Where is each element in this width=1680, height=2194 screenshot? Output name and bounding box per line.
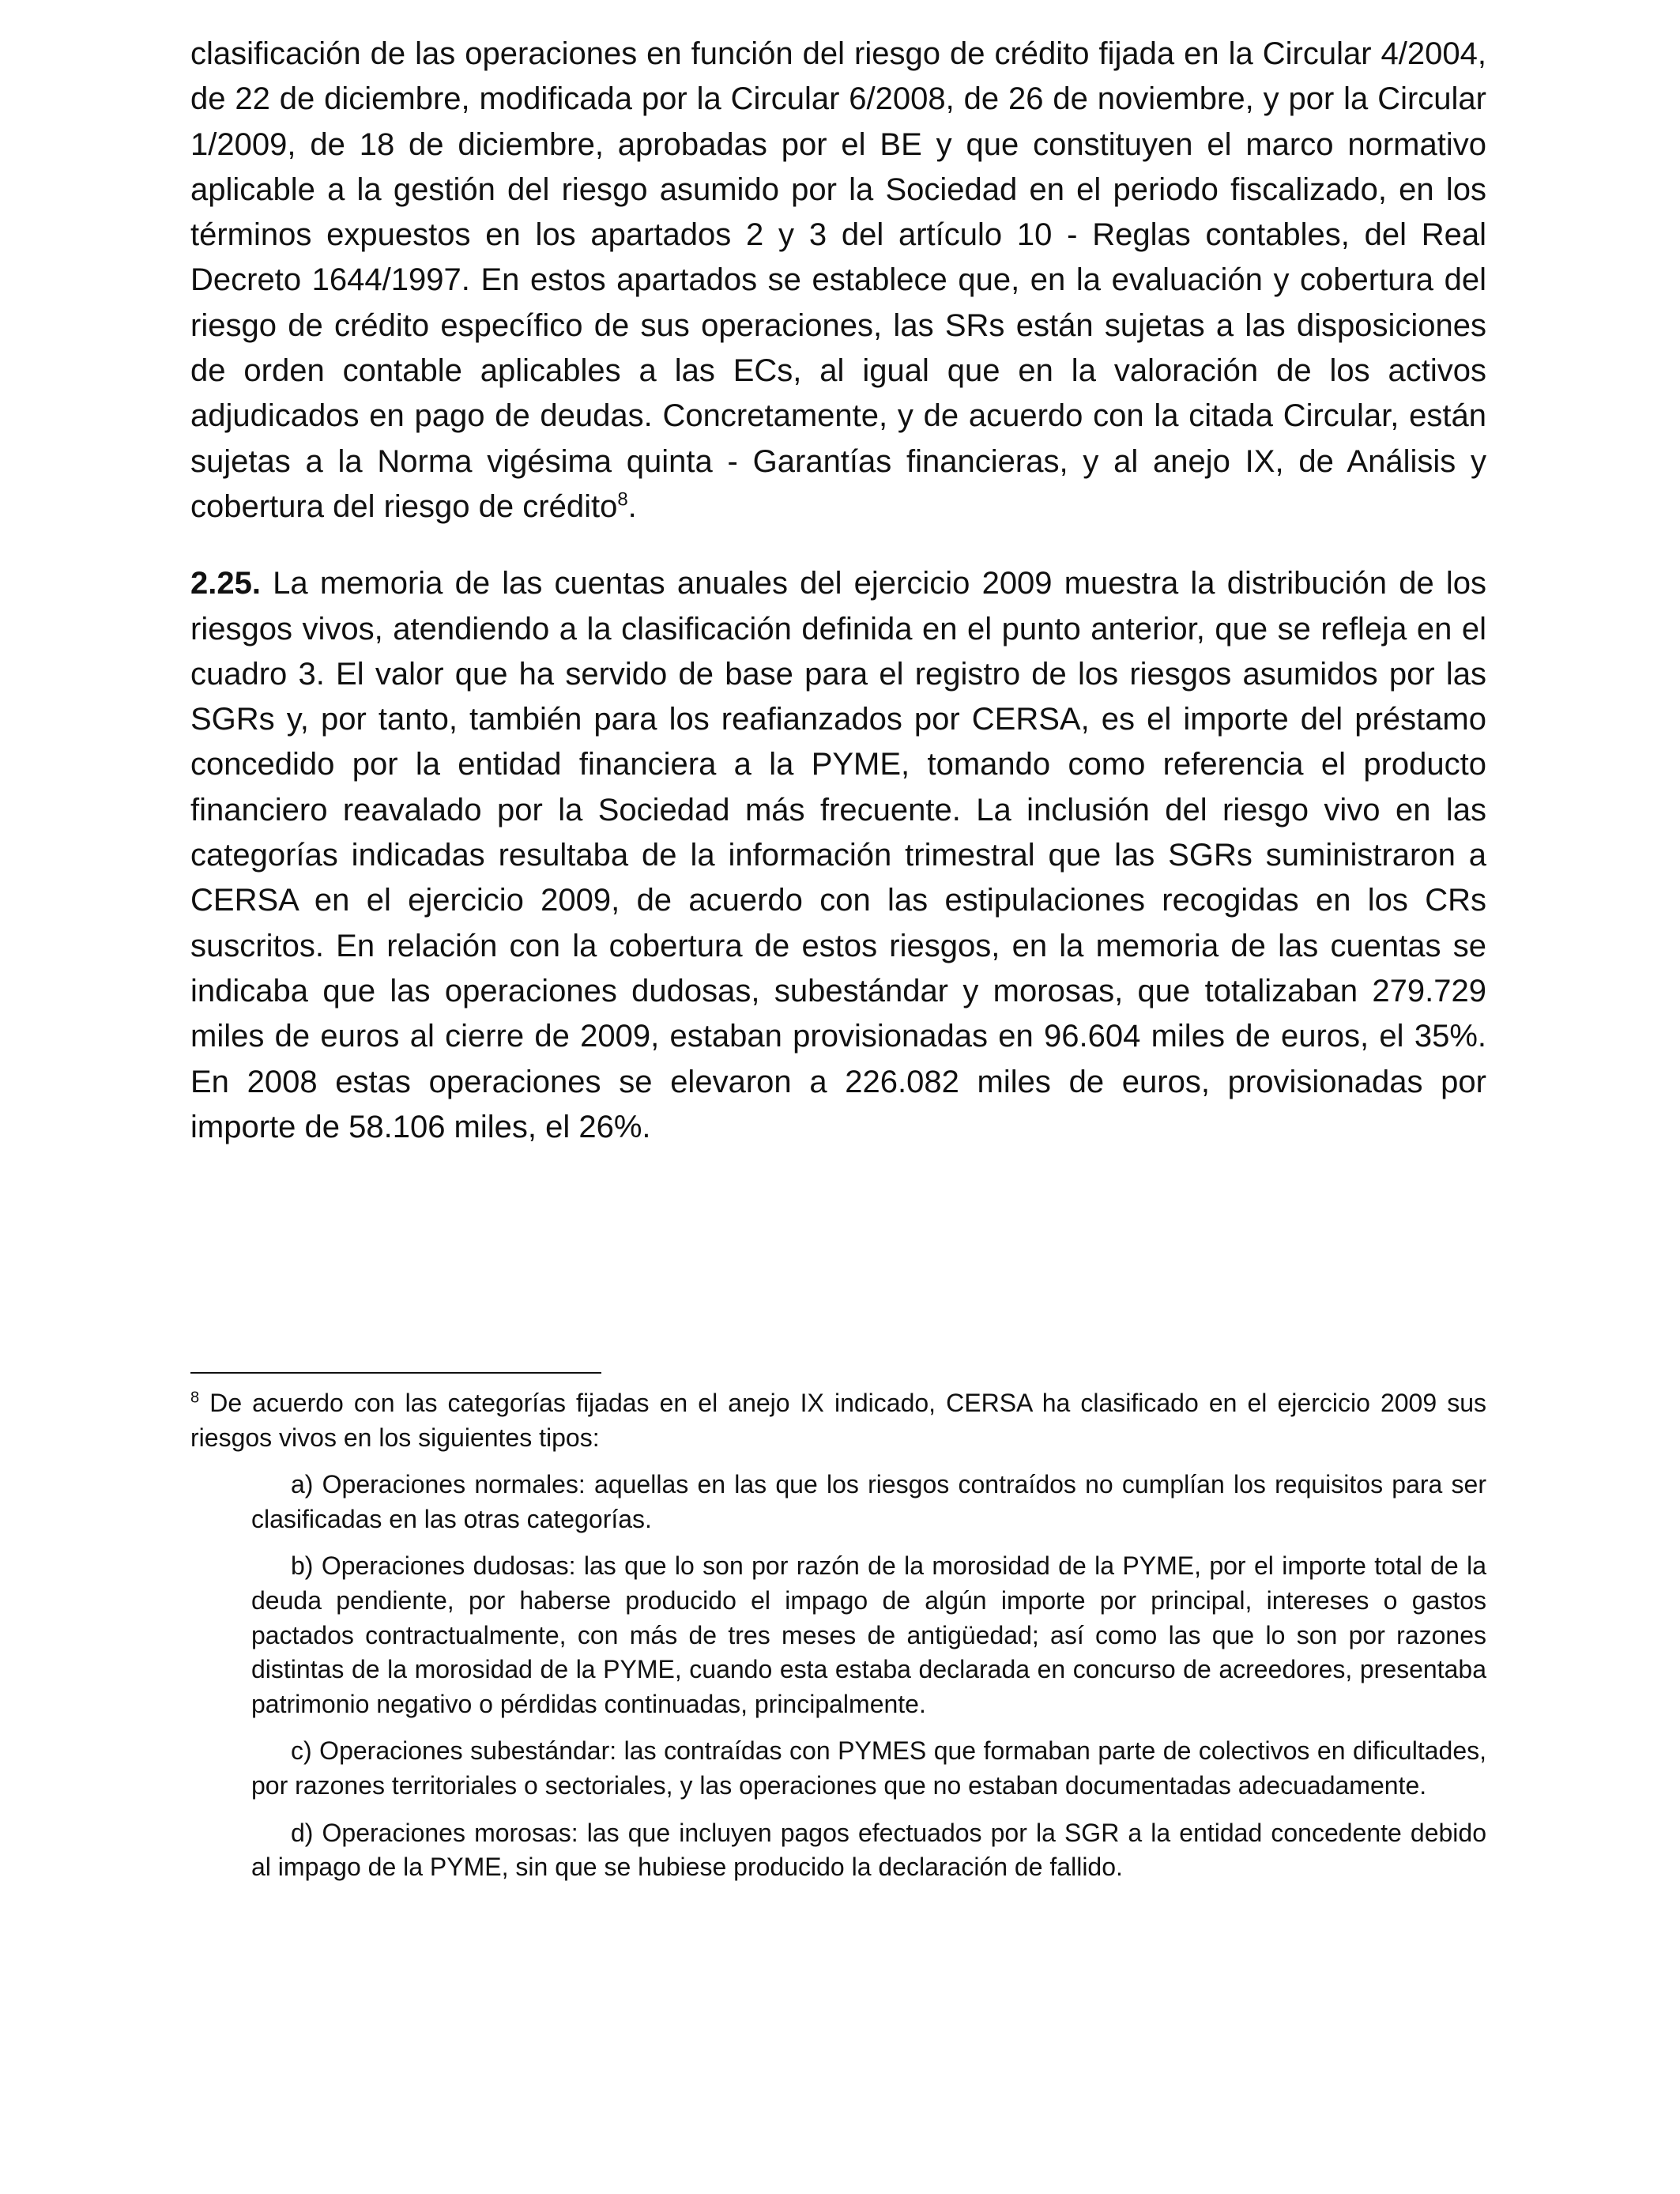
footnote-reference[interactable]: 8 — [617, 488, 628, 511]
footnote-intro — [190, 1386, 1486, 1455]
footnote-item-a: a) Operaciones normales: aquellas en las que los riesgos contraídos no cumplían los requisitos para ser clasificadas en las otras categorías. — [251, 1470, 1486, 1533]
footnote-section — [190, 1386, 1486, 1885]
footnote-item-b: b) Operaciones dudosas: las que lo son por razón de la morosidad de la PYME, por el importe total de la deuda pendiente, por haberse producido el impago de algún importe por principal, intereses o gastos pactados contractualmente, con más de tres meses de antigüedad; así como las que lo son por razones distintas de la morosidad de la PYME, cuando esta estaba declarada en concurso de acreedores, presentaba patrimonio negativo o pérdidas continuadas, principalmente. — [251, 1551, 1486, 1718]
footnote-separator — [190, 1372, 601, 1374]
paragraph-continuation — [190, 32, 1486, 530]
paragraph-2-25 — [190, 561, 1486, 1150]
paragraph-text: clasificación de las operaciones en función del riesgo de crédito fijada en la Circular 4/2004, de 22 de diciembre, modificada por la Circular 6/2008, de 26 de noviembre, y por la Circular 1/2009, de 18 de diciembre, aprobadas por el BE y que constituyen el marco normativo aplicable a la gestión del riesgo asumido por la Sociedad en el periodo fiscalizado, en los términos expuestos en los apartados 2 y 3 del artículo 10 - Reglas contables, del Real Decreto 1644/1997. En estos apartados se establece que, en la evaluación y cobertura del riesgo de crédito específico de sus operaciones, las SRs están sujetas a las disposiciones de orden contable aplicables a las ECs, al igual que en la valoración de los activos adjudicados en pago de deudas. Concretamente, y de acuerdo con la citada Circular, están sujetas a la Norma vigésima quinta - Garantías financieras, y al anejo IX, de Análisis y cobertura del riesgo de crédito — [190, 36, 1486, 524]
paragraph-text: La memoria de las cuentas anuales del ejercicio 2009 muestra la distribución de los riesgos vivos, atendiendo a la clasificación definida en el punto anterior, que se refleja en el cuadro 3. El valor que ha servido de base para el registro de los riesgos asumidos por las SGRs y, por tanto, también para los reafianzados por CERSA, es el importe del préstamo concedido por la entidad financiera a la PYME, tomando como referencia el producto financiero reavalado por la Sociedad más frecuente. La inclusión del riesgo vivo en las categorías indicadas resultaba de la información trimestral que las SGRs suministraron a CERSA en el ejercicio 2009, de acuerdo con las estipulaciones recogidas en los CRs suscritos. En relación con la cobertura de estos riesgos, en la memoria de las cuentas se indicaba que las operaciones dudosas, subestándar y morosas, que totalizaban 279.729 miles de euros al cierre de 2009, estaban provisionadas en 96.604 miles de euros, el 35%. En 2008 estas operaciones se elevaron a 226.082 miles de euros, provisionadas por importe de 58.106 miles, el 26%. — [190, 566, 1487, 1144]
paragraph-end-punctuation: . — [627, 488, 637, 524]
paragraph-number: 2.25. — [190, 566, 261, 601]
footnote-item-d: d) Operaciones morosas: las que incluyen pagos efectuados por la SGR a la entidad concedente debido al impago de la PYME, sin que se hubiese producido la declaración de fallido. — [251, 1818, 1486, 1882]
footnote-item-c: c) Operaciones subestándar: las contraídas con PYMES que formaban parte de colectivos en dificultades, por razones territoriales o sectoriales, y las operaciones que no estaban documentadas adecuadamente. — [251, 1736, 1486, 1800]
footnote-marker: 8 — [190, 1389, 200, 1407]
footnote-intro-text: De acuerdo con las categorías fijadas en el anejo IX indicado, CERSA ha clasificado en el ejercicio 2009 sus riesgos vivos en los siguientes tipos: — [190, 1389, 1487, 1452]
document-body — [190, 32, 1486, 1150]
